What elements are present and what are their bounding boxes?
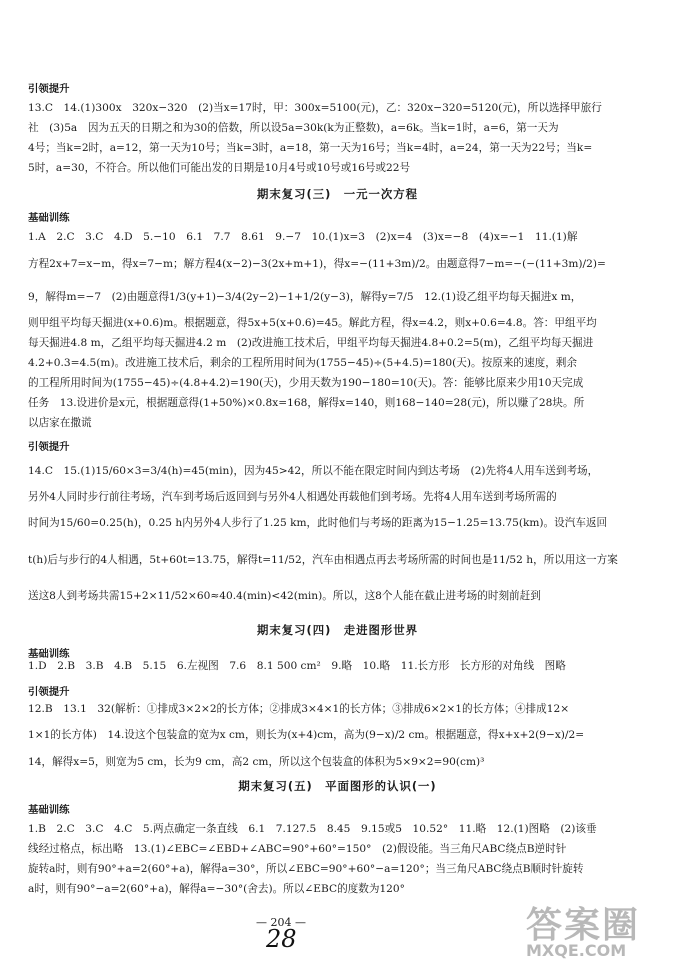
- text-line: 每天掘进4.8 m，乙组平均每天掘进4.2 m (2)改进施工技术后，甲组平均每天掘进4.8+0.2=5(m)，乙组平均每天掘进: [28, 337, 594, 349]
- text-line: 4号；当k=2时，a=12，第一天为10号；当k=3时，a=18，第一天为16号；当k=4时，a=24，第一天为22号；当k=: [28, 142, 593, 154]
- section-heading: 引领提升: [28, 441, 70, 453]
- section-heading: 引领提升: [28, 83, 70, 95]
- text-line: 1.A 2.C 3.C 4.D 5.−10 6.1 7.7 8.61 9.−7 10.(1)x=3 (2)x=4 (3)x=−8 (4)x=−1 11.(1)解: [28, 231, 578, 243]
- chapter-title: 期末复习(四) 走进图形世界: [256, 623, 419, 637]
- section-heading: 基础训练: [28, 648, 70, 660]
- watermark-text: 答案圈: [526, 905, 641, 946]
- section-heading: 基础训练: [28, 212, 70, 224]
- text-line: 的工程所用时间为(1755−45)÷(4.8+4.2)=190(天)，少用天数为190−180=10(天)。答：能够比原来少用10天完成: [28, 377, 584, 389]
- chapter-title: 期末复习(五) 平面图形的认识(一): [238, 779, 437, 793]
- chapter-title: 期末复习(三) 一元一次方程: [256, 187, 419, 201]
- text-line: 12.B 13.1 32(解析：①排成3×2×2的长方体；②排成3×4×1的长方体；③排成6×2×1的长方体；④排成12×: [28, 703, 570, 715]
- text-line: 线经过格点，标出略 13.(1)∠EBC=∠EBD+∠ABC=90°+60°=150° (2)假设能。当三角尺ABC绕点B逆时针: [28, 843, 567, 855]
- text-line: 送这8人到考场共需15+2×11/52×60≈40.4(min)<42(min)。所以，这8个人能在截止进考场的时刻前赶到: [28, 590, 541, 602]
- text-line: 任务 13.设进价是x元，根据题意得(1+50%)×0.8x=168，解得x=140，则168−140=28(元)，所以赚了28块。所: [28, 397, 585, 409]
- text-line: 时间为15/60=0.25(h)，0.25 h内另外4人步行了1.25 km，此时他们与考场的距离为15−1.25=13.75(km)。设汽车返回: [28, 517, 608, 529]
- text-line: 则甲组平均每天掘进(x+0.6)m。根据题意，得5x+5(x+0.6)=45。解此方程，得x=4.2，则x+0.6=4.8。答：甲组平均: [28, 317, 597, 329]
- text-line: 另外4人同时步行前往考场，汽车到考场后返回到与另外4人相遇处再载他们到考场。先将4人用车送到考场所需的: [28, 491, 557, 503]
- watermark-logo: [518, 897, 668, 961]
- watermark-url: MXQE.COM: [526, 941, 627, 960]
- text-line: 1.B 2.C 3.C 4.C 5.两点确定一条直线 6.1 7.127.5 8.45 9.15或5 10.52° 11.略 12.(1)图略 (2)该垂: [28, 823, 597, 835]
- text-line: 旋转a时，则有90°+a=2(60°+a)，解得a=30°，所以∠EBC=90°+60°−a=120°；当三角尺ABC绕点B顺时针旋转: [28, 863, 584, 875]
- text-line: 14.C 15.(1)15/60×3=3/4(h)=45(min)，因为45>42，所以不能在限定时间内到达考场 (2)先将4人用车送到考场，: [28, 465, 599, 477]
- handwritten-number: 28: [266, 925, 297, 953]
- section-heading: 引领提升: [28, 686, 70, 698]
- text-line: 以店家在撒谎: [28, 417, 92, 429]
- text-line: 5时，a=30，不符合。所以他们可能出发的日期是10月4号或10号或16号或22号: [28, 162, 411, 174]
- page-number: — 204 —: [256, 916, 306, 929]
- text-line: t(h)后与步行的4人相遇，5t+60t=13.75，解得t=11/52，汽车由相遇点再去考场所需的时间也是11/52 h，所以用这一方案: [28, 554, 618, 566]
- text-line: 社 (3)5a 因为五天的日期之和为30的倍数，所以设5a=30k(k为正整数)，a=6k。当k=1时，a=6，第一天为: [28, 122, 559, 134]
- text-line: 1.D 2.B 3.B 4.B 5.15 6.左视图 7.6 8.1 500 cm² 9.略 10.略 11.长方形 长方形的对角线 图略: [28, 660, 566, 672]
- section-heading: 基础训练: [28, 804, 70, 816]
- text-line: 9，解得m=−7 (2)由题意得1/3(y+1)−3/4(2y−2)−1+1/2(y−3)，解得y=7/5 12.(1)设乙组平均每天掘进x m，: [28, 291, 582, 303]
- text-line: a时，则有90°−a=2(60°+a)，解得a=−30°(舍去)。所以∠EBC的度数为120°: [28, 883, 405, 895]
- text-line: 13.C 14.(1)300x 320x−320 (2)当x=17时，甲：300x=5100(元)，乙：320x−320=5120(元)，所以选择甲旅行: [28, 102, 602, 114]
- text-line: 1×1的长方体) 14.设这个包装盒的宽为x cm，则长为(x+4)cm，高为(9−x)/2 cm。根据题意，得x+x+2(9−x)/2=: [28, 729, 585, 741]
- text-line: 4.2+0.3=4.5(m)。改进施工技术后，剩余的工程所用时间为(1755−45)÷(5+4.5)=180(天)。按原来的速度，剩余: [28, 357, 577, 369]
- text-line: 方程2x+7=x−m，得x=7−m；解方程4(x−2)−3(2x+m+1)，得x=−(11+3m)/2。由题意得7−m=−(−(11+3m)/2)=: [28, 258, 606, 270]
- text-line: 14，解得x=5，则宽为5 cm，长为9 cm，高2 cm，所以这个包装盒的体积为5×9×2=90(cm)³: [28, 756, 485, 768]
